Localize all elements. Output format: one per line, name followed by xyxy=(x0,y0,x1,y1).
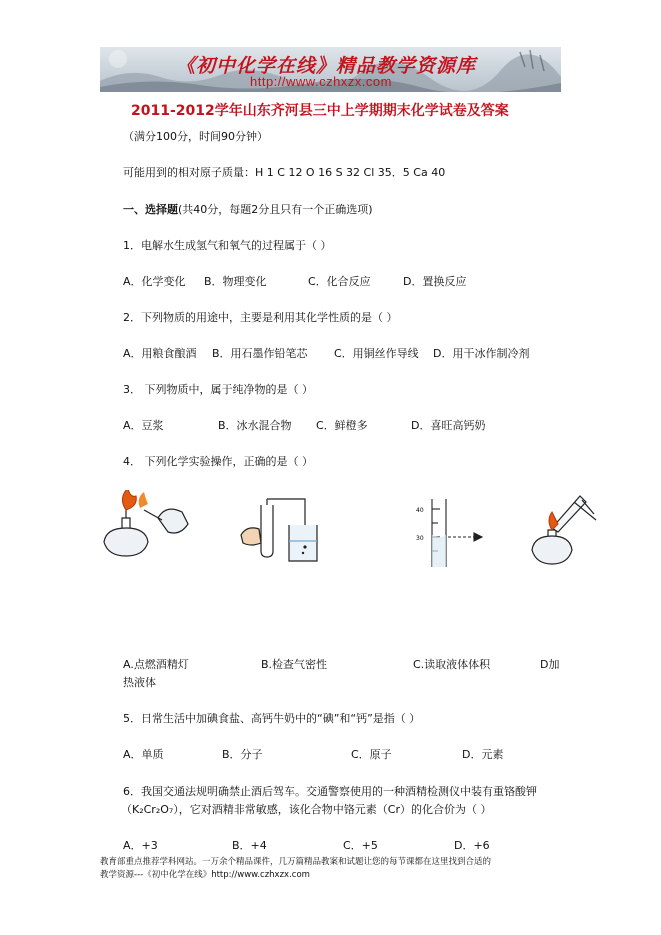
page-title: 2011-2012学年山东齐河县三中上学期期末化学试卷及答案 xyxy=(131,103,509,119)
q4-option-c: C.读取液体体积 xyxy=(413,658,491,671)
site-banner xyxy=(100,47,561,92)
footer-line-1: 教育部重点推荐学科网站。一万余个精品课件，几万篇精品教案和试题让您的每节课都在这里找到合适的 xyxy=(100,857,492,867)
q4-option-b: B.检查气密性 xyxy=(261,658,328,671)
q5-option-a: A．单质 xyxy=(123,748,164,761)
section-heading xyxy=(123,203,373,217)
q3-option-d: D．喜旺高钙奶 xyxy=(411,419,486,432)
q6-option-d: D．+6 xyxy=(454,839,490,852)
cylinder-tick-40: 40 xyxy=(416,507,424,514)
q2-option-b: B．用石墨作铅笔芯 xyxy=(212,347,308,360)
question-4-stem: 4． 下列化学实验操作，正确的是（ ） xyxy=(123,455,313,468)
footer-line-2: 教学资源---《初中化学在线》http://www.czhxzx.com xyxy=(100,870,310,880)
question-1-stem: 1．电解水生成氢气和氧气的过程属于（ ） xyxy=(123,239,332,252)
question-2-stem: 2．下列物质的用途中，主要是利用其化学性质的是（ ） xyxy=(123,311,398,324)
exam-info: （满分100分，时间90分钟） xyxy=(123,130,268,143)
q5-option-b: B．分子 xyxy=(222,748,263,761)
question-5-stem: 5．日常生活中加碘食盐、高钙牛奶中的“碘”和“钙”是指（ ） xyxy=(123,712,421,725)
atomic-mass-line: 可能用到的相对原子质量：H 1 C 12 O 16 S 32 Cl 35．5 Ca 40 xyxy=(123,166,446,179)
q1-option-b: B．物理变化 xyxy=(204,275,267,288)
q6-option-a: A．+3 xyxy=(123,839,158,852)
question-3-stem: 3． 下列物质中，属于纯净物的是（ ） xyxy=(123,383,313,396)
q1-option-c: C．化合反应 xyxy=(308,275,371,288)
figure-light-alcohol-lamp xyxy=(96,490,192,570)
q3-option-b: B．冰水混合物 xyxy=(218,419,292,432)
q1-option-d: D．置换反应 xyxy=(403,275,467,288)
figure-read-cylinder-volume xyxy=(412,495,492,569)
q3-option-a: A．豆浆 xyxy=(123,419,164,432)
question-6-stem-line1: 6．我国交通法规明确禁止酒后驾车。交通警察使用的一种酒精检测仪中装有重铬酸钾 xyxy=(123,785,537,798)
q2-option-d: D．用干冰作制冷剂 xyxy=(433,347,530,360)
q5-option-c: C．原子 xyxy=(351,748,392,761)
section-title: 一、选择题 xyxy=(123,203,178,216)
banner-title: 《初中化学在线》精品教学资源库 xyxy=(176,55,477,77)
q3-option-c: C．鲜橙多 xyxy=(316,419,368,432)
q2-option-a: A．用粮食酿酒 xyxy=(123,347,197,360)
q2-option-c: C．用铜丝作导线 xyxy=(334,347,419,360)
figure-heat-liquid xyxy=(524,490,602,570)
q1-option-a: A．化学变化 xyxy=(123,275,186,288)
q4-option-d: D加 xyxy=(540,658,560,671)
cylinder-tick-30: 30 xyxy=(416,535,424,542)
q4-option-a: A.点燃酒精灯 xyxy=(123,658,189,671)
question-6-stem-line2: （K₂Cr₂O₇），它对酒精非常敏感，该化合物中铬元素（Cr）的化合价为（ ） xyxy=(121,803,492,816)
q4-option-d-continued: 热液体 xyxy=(123,676,156,689)
figure-check-airtightness xyxy=(231,495,321,567)
q6-option-b: B．+4 xyxy=(232,839,267,852)
q6-option-c: C．+5 xyxy=(343,839,378,852)
section-note: (共40分，每题2分且只有一个正确选项) xyxy=(178,203,373,216)
q5-option-d: D．元素 xyxy=(462,748,504,761)
banner-url-link[interactable]: http://www.czhxzx.com xyxy=(250,74,392,89)
